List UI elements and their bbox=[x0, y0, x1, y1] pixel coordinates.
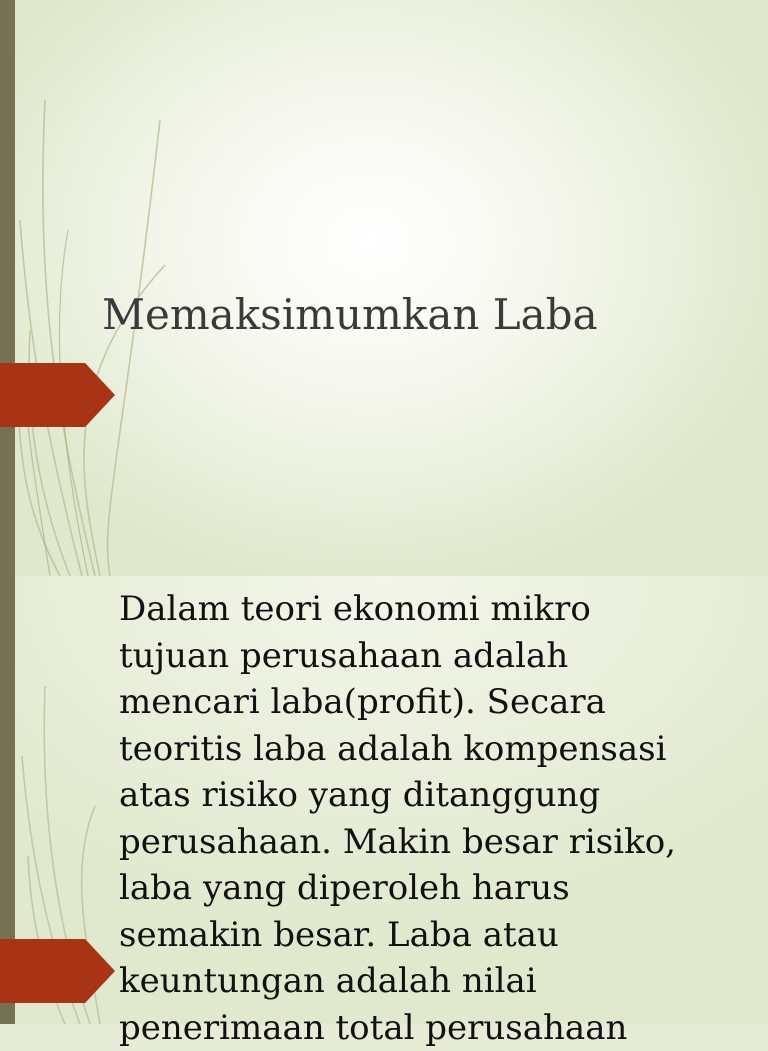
body-line: tujuan perusahaan adalah bbox=[119, 633, 749, 680]
body-line: semakin besar. Laba atau bbox=[119, 912, 749, 959]
body-line: penerimaan total perusahaan bbox=[119, 1005, 749, 1051]
grass-decoration bbox=[0, 0, 200, 576]
body-line: atas risiko yang ditanggung bbox=[119, 772, 749, 819]
body-line: keuntungan adalah nilai bbox=[119, 958, 749, 1005]
body-line: Dalam teori ekonomi mikro bbox=[119, 586, 749, 633]
left-accent-bar bbox=[0, 0, 15, 576]
slide-title: Memaksimumkan Laba bbox=[102, 290, 598, 339]
body-paragraph bbox=[119, 586, 749, 1051]
body-line: teoritis laba adalah kompensasi bbox=[119, 726, 749, 773]
body-line: mencari laba(profit). Secara bbox=[119, 679, 749, 726]
body-line: perusahaan. Makin besar risiko, bbox=[119, 819, 749, 866]
content-slide bbox=[0, 576, 768, 1024]
body-line: laba yang diperoleh harus bbox=[119, 865, 749, 912]
